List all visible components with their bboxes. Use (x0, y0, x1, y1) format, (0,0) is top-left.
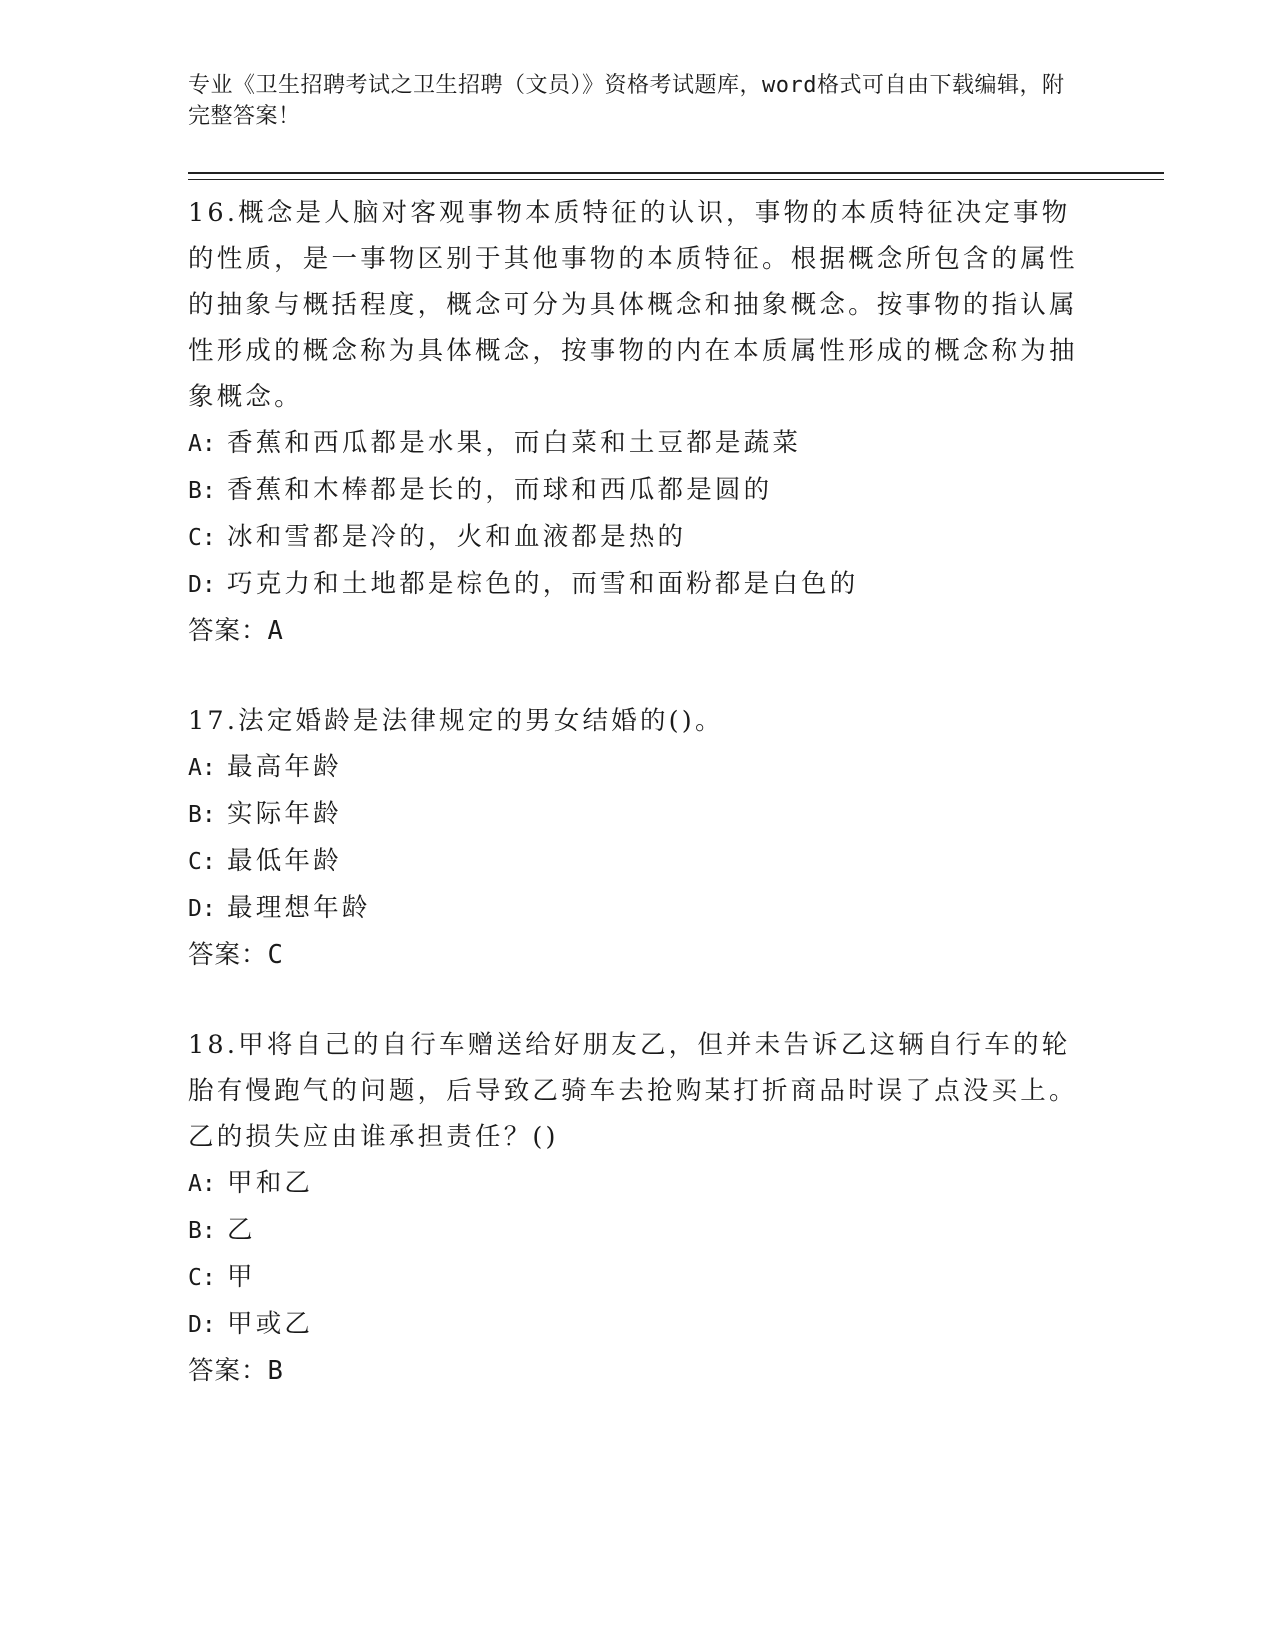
option-d (188, 885, 1168, 932)
option-text: 巧克力和土地都是棕色的，而雪和面粉都是白色的 (227, 569, 859, 599)
option-key: B: (188, 1218, 216, 1244)
question-stem: 16.概念是人脑对客观事物本质特征的认识，事物的本质特征决定事物的性质，是一事物区别于其他事物的本质特征。根据概念所包含的属性的抽象与概括程度，概念可分为具体概念和抽象概念。按事物的指认属性形成的概念称为具体概念，按事物的内在本质属性形成的概念称为抽象概念。 (188, 198, 1078, 412)
option-text: 实际年龄 (227, 799, 342, 829)
answer-label: 答案： (188, 616, 268, 646)
answer-label: 答案： (188, 1356, 268, 1386)
option-key: D: (188, 896, 216, 922)
option-a (188, 1160, 1168, 1207)
option-text: 甲和乙 (227, 1168, 314, 1198)
option-key: C: (188, 525, 216, 551)
question-stem: 18.甲将自己的自行车赠送给好朋友乙，但并未告诉乙这辆自行车的轮胎有慢跑气的问题，后导致乙骑车去抢购某打折商品时误了点没买上。乙的损失应由谁承担责任？() (188, 1030, 1078, 1152)
option-text: 最低年龄 (227, 846, 342, 876)
option-key: C: (188, 849, 216, 875)
option-key: D: (188, 572, 216, 598)
option-text: 乙 (227, 1215, 256, 1245)
option-text: 甲或乙 (227, 1309, 314, 1339)
question-17 (188, 698, 1168, 978)
option-c (188, 1254, 1168, 1301)
option-c (188, 514, 1168, 561)
answer-label: 答案： (188, 940, 268, 970)
option-d (188, 561, 1168, 608)
option-key: A: (188, 755, 216, 781)
option-key: C: (188, 1265, 216, 1291)
option-text: 冰和雪都是冷的，火和血液都是热的 (227, 522, 687, 552)
question-18 (188, 1022, 1168, 1394)
option-key: A: (188, 1171, 216, 1197)
question-16 (188, 190, 1168, 654)
option-c (188, 838, 1168, 885)
option-key: A: (188, 431, 216, 457)
option-text: 最理想年龄 (227, 893, 371, 923)
option-text: 香蕉和西瓜都是水果，而白菜和土豆都是蔬菜 (227, 428, 802, 458)
option-a (188, 420, 1168, 467)
answer-line (188, 608, 1168, 654)
option-b (188, 467, 1168, 514)
option-text: 最高年龄 (227, 752, 342, 782)
answer-value: B (267, 1356, 284, 1386)
answer-value: C (267, 940, 284, 970)
answer-line (188, 932, 1168, 978)
answer-value: A (267, 616, 284, 646)
option-a (188, 744, 1168, 791)
option-b (188, 1207, 1168, 1254)
document-header: 专业《卫生招聘考试之卫生招聘（文员）》资格考试题库，word格式可自由下载编辑，附完整答案！ (188, 73, 1065, 129)
header-divider (188, 172, 1164, 180)
option-key: D: (188, 1312, 216, 1338)
answer-line (188, 1348, 1168, 1394)
option-text: 甲 (227, 1262, 256, 1292)
question-stem: 17.法定婚龄是法律规定的男女结婚的()。 (188, 706, 724, 736)
option-key: B: (188, 802, 216, 828)
option-d (188, 1301, 1168, 1348)
option-b (188, 791, 1168, 838)
document-page (188, 70, 1168, 1394)
option-key: B: (188, 478, 216, 504)
option-text: 香蕉和木棒都是长的，而球和西瓜都是圆的 (227, 475, 773, 505)
